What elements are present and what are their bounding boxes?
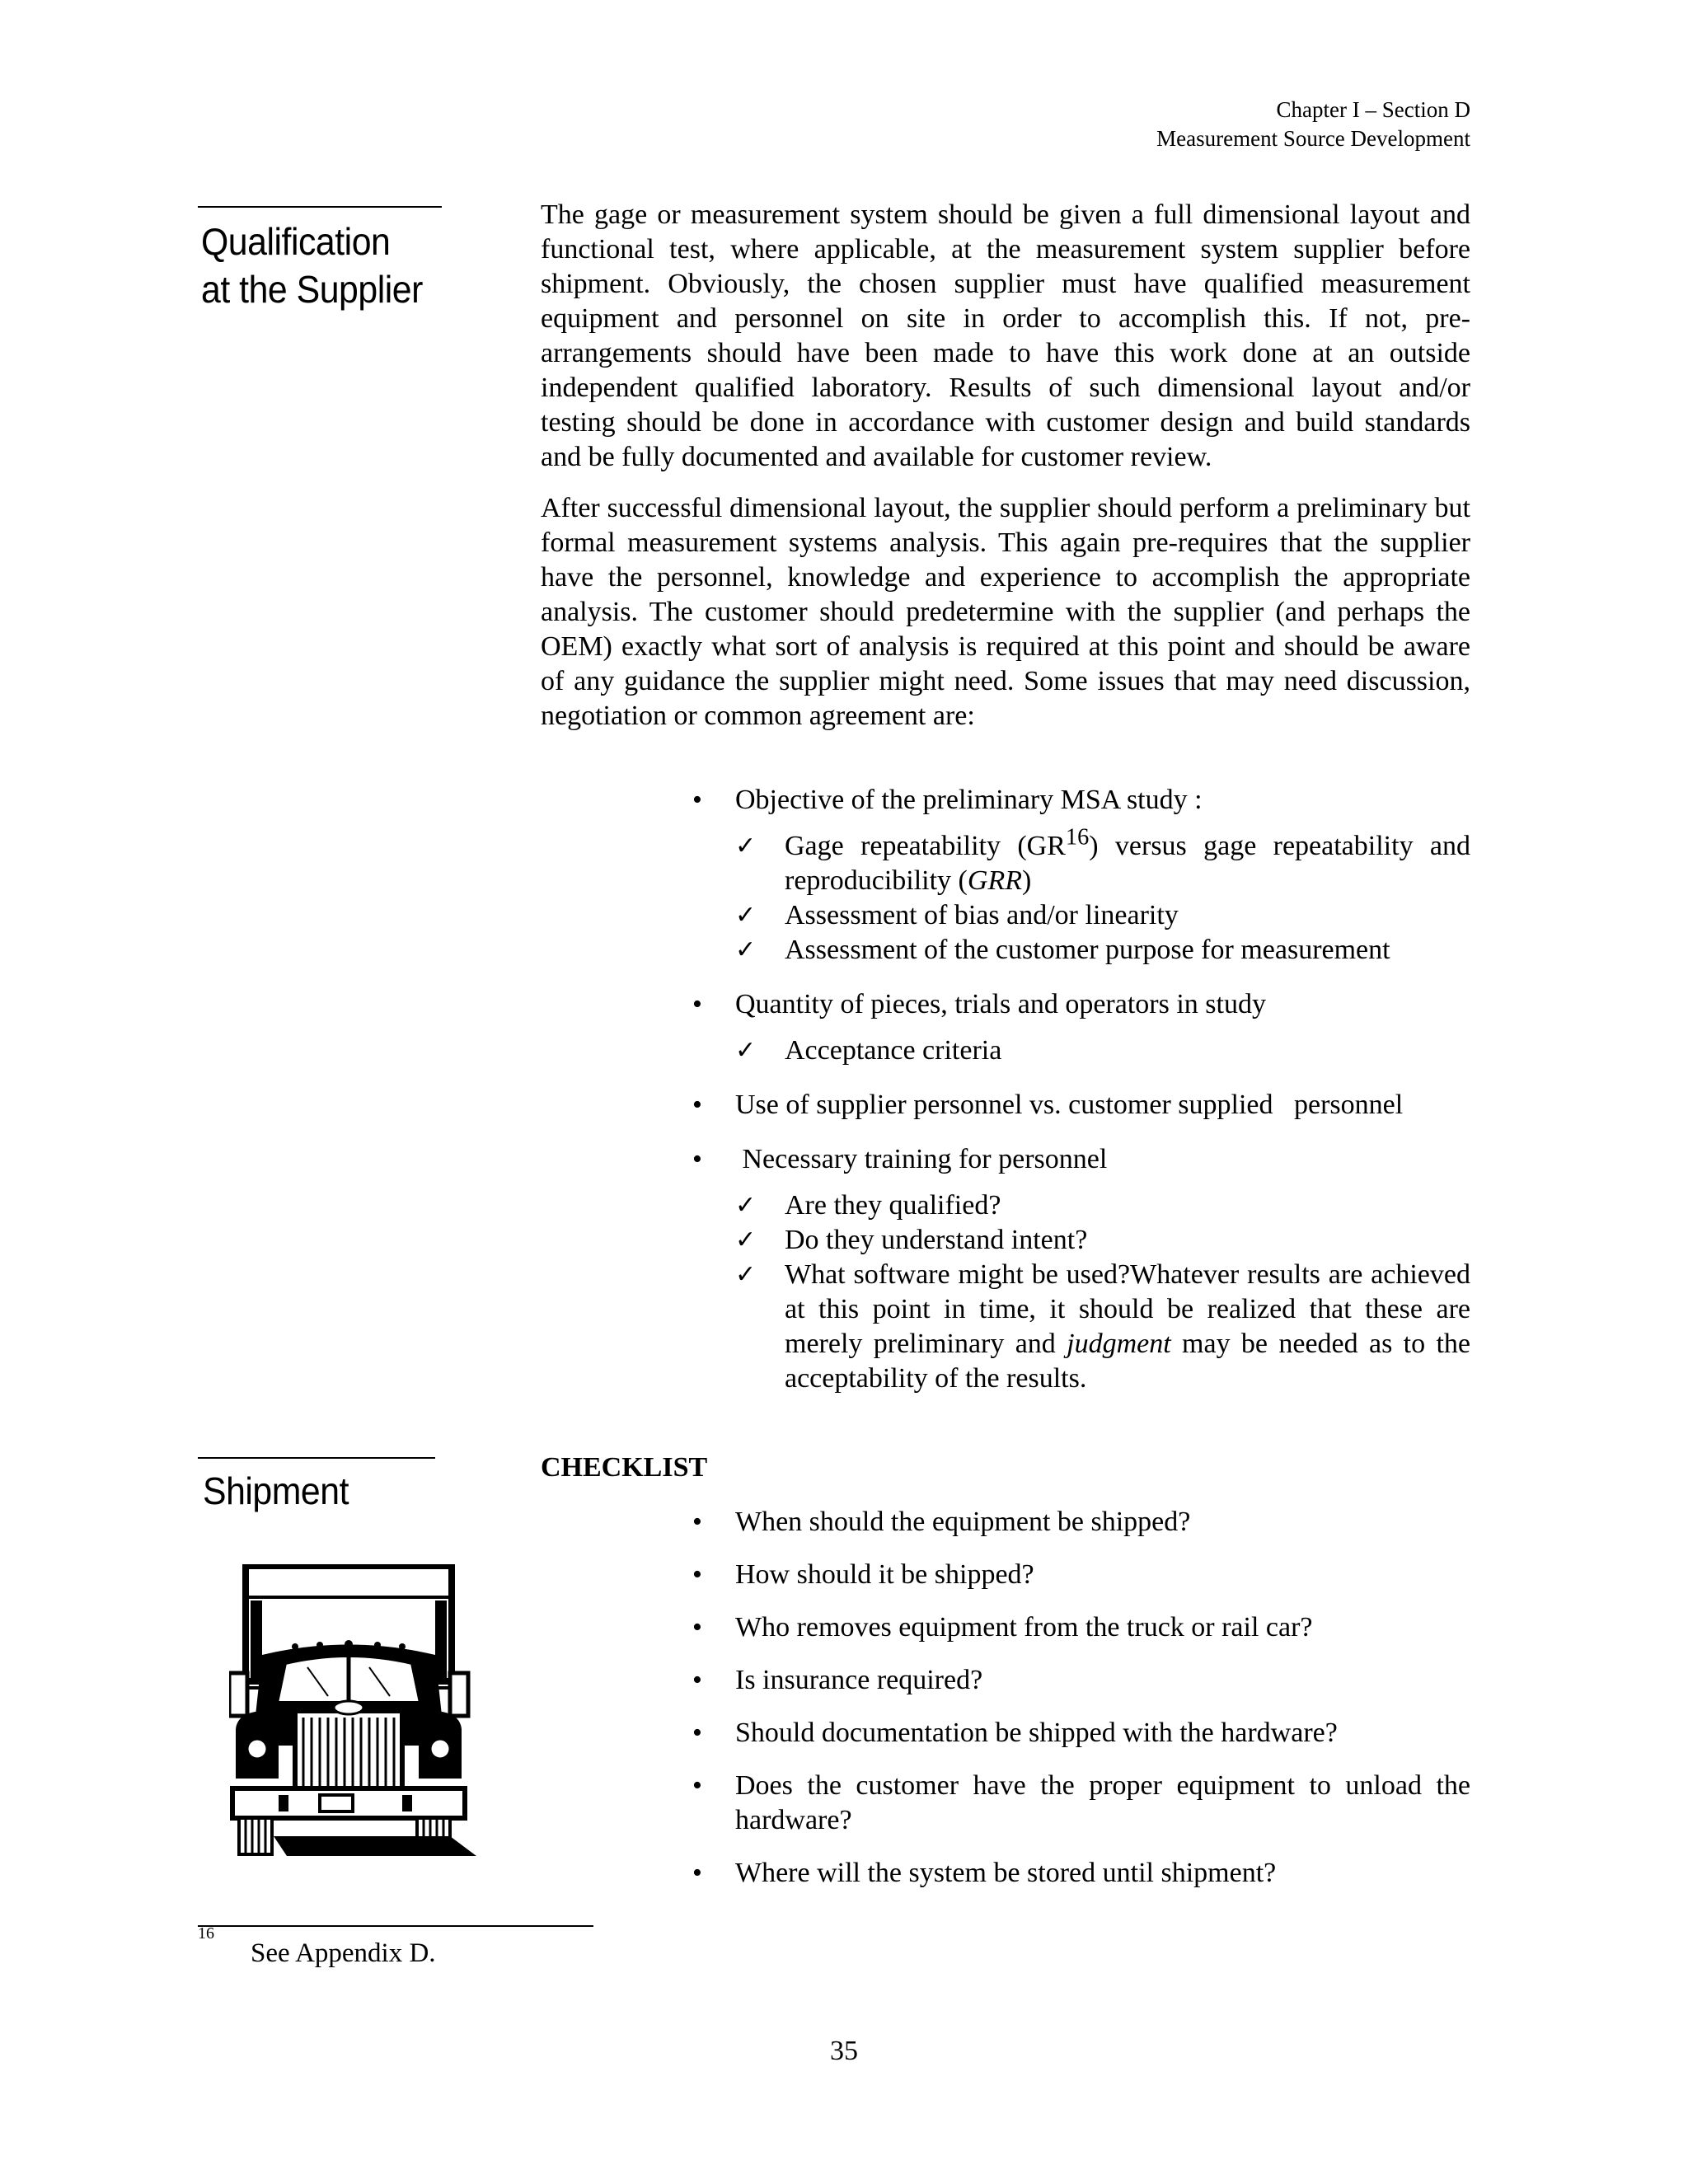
check-list	[735, 1188, 1470, 1396]
list-item	[686, 1088, 1470, 1122]
check-item: ✓ Do they understand intent?	[735, 1223, 1470, 1258]
qualification-body	[541, 198, 1470, 750]
sidebar-rule-qualification	[198, 206, 442, 208]
list-item	[686, 1142, 1470, 1396]
checkmark-icon: ✓	[735, 901, 757, 930]
checkmark-icon: ✓	[735, 832, 757, 860]
checkmark-icon: ✓	[735, 1226, 757, 1254]
bullet: •	[692, 1858, 702, 1888]
footnote-rule	[198, 1925, 593, 1927]
bullet: •	[692, 785, 702, 815]
paragraph-1: The gage or measurement system should be given a full dimensional layout and functional test, where applicable, at the measurement system supplier before shipment. Obviously, the chosen supplier must have qualified measurement equipment and personnel on site in order to accomplish this. If not, pre-arrangements should have been made to have this work done at an outside independent qualified laboratory. Results of such dimensional layout and/or testing should be done in accordance with customer design and build standards and be fully documented and available for customer review.	[541, 199, 1470, 472]
list-item: • Does the customer have the proper equipment to unload the hardware?	[692, 1770, 1470, 1835]
bullet: •	[692, 1144, 702, 1174]
sidebar-heading-shipment: Shipment	[203, 1469, 349, 1512]
check-item: ✓ Assessment of the customer purpose for measurement	[735, 933, 1470, 968]
checkmark-icon: ✓	[735, 935, 757, 964]
checkmark-icon: ✓	[735, 1191, 757, 1220]
bullet: •	[692, 1665, 702, 1695]
footnote-number: 16	[198, 1924, 214, 1943]
header-chapter: Chapter I – Section D	[1276, 97, 1470, 122]
list-item: • Is insurance required?	[686, 1663, 1470, 1698]
paragraph-2: After successful dimensional layout, the supplier should perform a preliminary but formal measurement systems analysis. This again pre-requires that the supplier have the personnel, knowledge and experience to accomplish the appropriate analysis. The customer should predetermine with the supplier (and perhaps the OEM) exactly what sort of analysis is required at this point and should be aware of any guidance the supplier might need. Some issues that may need discussion, negotiation or common agreement are:	[541, 493, 1470, 731]
checklist-title: CHECKLIST	[541, 1452, 708, 1483]
truck-icon	[229, 1564, 485, 1861]
check-item: ✓ Are they qualified?	[735, 1188, 1470, 1223]
footnote-text: See Appendix D.	[251, 1938, 436, 1968]
sidebar-heading-qualification	[201, 218, 423, 313]
list-item: • Where will the system be stored until shipment?	[686, 1856, 1470, 1891]
list-item: • Should documentation be shipped with the hardware?	[686, 1716, 1470, 1750]
bullet: •	[692, 1507, 702, 1537]
checkmark-icon: ✓	[735, 1260, 757, 1289]
bullet-text: Necessary training for personnel	[735, 1144, 1108, 1174]
running-header	[1156, 96, 1470, 153]
check-list	[735, 824, 1470, 968]
shipment-checklist	[686, 1505, 1470, 1909]
bullet: •	[692, 989, 702, 1019]
list-item: • When should the equipment be shipped?	[686, 1505, 1470, 1540]
list-item	[686, 987, 1470, 1068]
bullet: •	[692, 1559, 702, 1590]
bullet: •	[692, 1090, 702, 1120]
sidebar-heading-line2: at the Supplier	[201, 268, 423, 311]
footnote	[198, 1924, 436, 1970]
header-title: Measurement Source Development	[1156, 126, 1470, 151]
bullet-text: Use of supplier personnel vs. customer supplied personnel	[735, 1090, 1404, 1120]
bullet: •	[692, 1612, 702, 1643]
check-item: ✓ What software might be used?Whatever results are achieved at this point in time, it should be realized that these are merely preliminary and judgment may be needed as to the acceptability of the results.	[735, 1259, 1470, 1394]
check-item: ✓ Assessment of bias and/or linearity	[735, 898, 1470, 933]
list-item	[686, 783, 1470, 968]
checkmark-icon: ✓	[735, 1036, 757, 1065]
check-list	[735, 1033, 1470, 1068]
bullet: •	[692, 1718, 702, 1748]
bullet-text: Quantity of pieces, trials and operators in study	[735, 989, 1266, 1019]
check-item: ✓ Acceptance criteria	[735, 1033, 1470, 1068]
list-item: • How should it be shipped?	[686, 1558, 1470, 1592]
sidebar-rule-shipment	[198, 1457, 435, 1459]
page-number: 35	[830, 2036, 858, 2066]
sidebar-heading-line1: Qualification	[201, 220, 391, 263]
bullet-text: Objective of the preliminary MSA study :	[735, 785, 1203, 815]
bullet: •	[692, 1770, 702, 1801]
msa-issues-list	[686, 783, 1470, 1411]
check-item: ✓ Gage repeatability (GR$^{16}$) versus gage repeatability and reproducibility (GRR)	[735, 824, 1470, 896]
list-item: • Who removes equipment from the truck or rail car?	[686, 1610, 1470, 1645]
